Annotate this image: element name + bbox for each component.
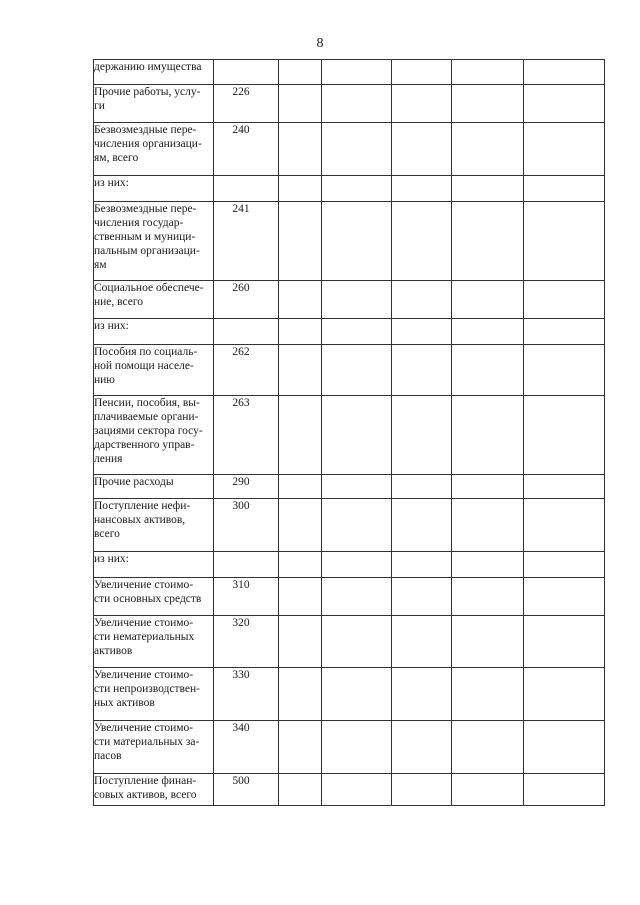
row-label-line: пальным организаци- bbox=[94, 245, 200, 257]
row-label-line: всего bbox=[94, 528, 120, 540]
empty-value-cell bbox=[524, 721, 605, 774]
empty-value-cell bbox=[322, 499, 392, 552]
empty-value-cell bbox=[322, 345, 392, 396]
row-code-cell bbox=[214, 616, 279, 668]
row-label-line: ления bbox=[94, 453, 123, 465]
table-row bbox=[94, 319, 605, 345]
row-label-line: нансовых активов, bbox=[94, 514, 186, 526]
empty-value-cell bbox=[452, 721, 524, 774]
empty-value-cell bbox=[279, 774, 322, 806]
row-label-line: ние, всего bbox=[94, 296, 144, 308]
row-label-line: плачиваемые органи- bbox=[94, 411, 199, 423]
empty-value-cell bbox=[392, 123, 452, 176]
empty-value-cell bbox=[392, 578, 452, 616]
empty-value-cell bbox=[322, 721, 392, 774]
empty-value-cell bbox=[279, 578, 322, 616]
empty-value-cell bbox=[524, 281, 605, 319]
row-code: 240 bbox=[232, 124, 250, 136]
row-code-cell bbox=[214, 774, 279, 806]
row-code-cell bbox=[214, 202, 279, 281]
row-code: 226 bbox=[232, 86, 250, 98]
empty-value-cell bbox=[279, 123, 322, 176]
empty-value-cell bbox=[524, 578, 605, 616]
empty-value-cell bbox=[452, 552, 524, 578]
row-label-cell bbox=[94, 85, 214, 123]
row-label-cell bbox=[94, 475, 214, 499]
page-number: 8 bbox=[316, 36, 324, 51]
empty-value-cell bbox=[524, 85, 605, 123]
empty-value-cell bbox=[392, 60, 452, 85]
empty-value-cell bbox=[452, 668, 524, 721]
empty-value-cell bbox=[524, 616, 605, 668]
empty-value-cell bbox=[322, 578, 392, 616]
table-row bbox=[94, 202, 605, 281]
empty-value-cell bbox=[279, 202, 322, 281]
empty-value-cell bbox=[452, 85, 524, 123]
row-code: 300 bbox=[232, 500, 250, 512]
row-label-cell bbox=[94, 668, 214, 721]
empty-value-cell bbox=[524, 345, 605, 396]
row-label-line: сти непроизводствен- bbox=[94, 683, 200, 695]
empty-value-cell bbox=[524, 176, 605, 202]
row-code-cell bbox=[214, 60, 279, 85]
table-row bbox=[94, 668, 605, 721]
financial-table bbox=[93, 59, 605, 806]
empty-value-cell bbox=[524, 552, 605, 578]
empty-value-cell bbox=[524, 202, 605, 281]
empty-value-cell bbox=[452, 475, 524, 499]
empty-value-cell bbox=[322, 475, 392, 499]
empty-value-cell bbox=[322, 774, 392, 806]
row-label-line: из них: bbox=[94, 320, 129, 332]
empty-value-cell bbox=[322, 668, 392, 721]
empty-value-cell bbox=[392, 552, 452, 578]
row-code: 260 bbox=[232, 282, 250, 294]
empty-value-cell bbox=[392, 85, 452, 123]
row-code-cell bbox=[214, 319, 279, 345]
empty-value-cell bbox=[524, 774, 605, 806]
empty-value-cell bbox=[392, 202, 452, 281]
empty-value-cell bbox=[279, 396, 322, 475]
row-label-line: Пенсии, пособия, вы- bbox=[94, 397, 200, 409]
row-label-cell bbox=[94, 499, 214, 552]
row-label-line: числения организаци- bbox=[94, 138, 202, 150]
empty-value-cell bbox=[279, 499, 322, 552]
empty-value-cell bbox=[322, 396, 392, 475]
table-row bbox=[94, 499, 605, 552]
empty-value-cell bbox=[392, 499, 452, 552]
empty-value-cell bbox=[524, 499, 605, 552]
empty-value-cell bbox=[322, 123, 392, 176]
empty-value-cell bbox=[524, 475, 605, 499]
row-label-line: Безвозмездные пере- bbox=[94, 203, 197, 215]
table-row bbox=[94, 281, 605, 319]
empty-value-cell bbox=[279, 552, 322, 578]
empty-value-cell bbox=[392, 774, 452, 806]
empty-value-cell bbox=[279, 176, 322, 202]
row-label-line: нию bbox=[94, 374, 115, 386]
row-label-cell bbox=[94, 616, 214, 668]
empty-value-cell bbox=[452, 774, 524, 806]
empty-value-cell bbox=[392, 396, 452, 475]
table-row bbox=[94, 123, 605, 176]
empty-value-cell bbox=[392, 176, 452, 202]
row-code: 500 bbox=[232, 775, 250, 787]
row-code-cell bbox=[214, 85, 279, 123]
empty-value-cell bbox=[452, 202, 524, 281]
row-label-cell bbox=[94, 578, 214, 616]
empty-value-cell bbox=[322, 616, 392, 668]
row-code: 310 bbox=[232, 579, 250, 591]
empty-value-cell bbox=[392, 281, 452, 319]
row-label-cell bbox=[94, 60, 214, 85]
row-label-line: ной помощи населе- bbox=[94, 360, 194, 372]
row-label-cell bbox=[94, 319, 214, 345]
empty-value-cell bbox=[322, 60, 392, 85]
row-code-cell bbox=[214, 123, 279, 176]
empty-value-cell bbox=[452, 176, 524, 202]
row-label-line: ственным и муници- bbox=[94, 231, 196, 243]
row-label-line: держанию имущества bbox=[94, 61, 202, 73]
table-row bbox=[94, 475, 605, 499]
table-row bbox=[94, 396, 605, 475]
empty-value-cell bbox=[392, 668, 452, 721]
empty-value-cell bbox=[279, 721, 322, 774]
empty-value-cell bbox=[322, 552, 392, 578]
row-code-cell bbox=[214, 475, 279, 499]
empty-value-cell bbox=[524, 60, 605, 85]
empty-value-cell bbox=[322, 281, 392, 319]
row-label-line: Пособия по социаль- bbox=[94, 346, 198, 358]
table-row bbox=[94, 85, 605, 123]
table-row bbox=[94, 176, 605, 202]
empty-value-cell bbox=[279, 85, 322, 123]
row-label-line: Прочие расходы bbox=[94, 476, 174, 488]
empty-value-cell bbox=[322, 85, 392, 123]
row-label-line: ги bbox=[94, 100, 105, 112]
empty-value-cell bbox=[524, 319, 605, 345]
row-label-line: сти нематериальных bbox=[94, 631, 195, 643]
empty-value-cell bbox=[279, 319, 322, 345]
row-code-cell bbox=[214, 721, 279, 774]
row-code-cell bbox=[214, 176, 279, 202]
row-label-line: Прочие работы, услу- bbox=[94, 86, 201, 98]
row-label-line: из них: bbox=[94, 553, 129, 565]
row-code-cell bbox=[214, 499, 279, 552]
row-label-line: Увеличение стоимо- bbox=[94, 617, 194, 629]
empty-value-cell bbox=[392, 345, 452, 396]
table-row bbox=[94, 616, 605, 668]
row-label-cell bbox=[94, 202, 214, 281]
empty-value-cell bbox=[392, 319, 452, 345]
empty-value-cell bbox=[279, 616, 322, 668]
empty-value-cell bbox=[279, 60, 322, 85]
table-row bbox=[94, 345, 605, 396]
table-row bbox=[94, 578, 605, 616]
row-label-cell bbox=[94, 123, 214, 176]
row-label-line: ям bbox=[94, 259, 107, 271]
row-label-line: Увеличение стоимо- bbox=[94, 579, 194, 591]
row-label-line: из них: bbox=[94, 177, 129, 189]
row-label-line: ям, всего bbox=[94, 152, 139, 164]
row-code: 241 bbox=[232, 203, 250, 215]
empty-value-cell bbox=[322, 202, 392, 281]
empty-value-cell bbox=[452, 319, 524, 345]
empty-value-cell bbox=[279, 475, 322, 499]
row-label-line: Увеличение стоимо- bbox=[94, 669, 194, 681]
empty-value-cell bbox=[279, 281, 322, 319]
row-label-line: сти основных средств bbox=[94, 593, 202, 605]
empty-value-cell bbox=[452, 281, 524, 319]
row-label-line: Увеличение стоимо- bbox=[94, 722, 194, 734]
row-code-cell bbox=[214, 345, 279, 396]
empty-value-cell bbox=[524, 123, 605, 176]
row-code: 340 bbox=[232, 722, 250, 734]
row-label-line: совых активов, всего bbox=[94, 789, 197, 801]
row-label-cell bbox=[94, 396, 214, 475]
empty-value-cell bbox=[524, 668, 605, 721]
empty-value-cell bbox=[392, 721, 452, 774]
row-code-cell bbox=[214, 578, 279, 616]
row-code-cell bbox=[214, 668, 279, 721]
row-code: 290 bbox=[232, 476, 250, 488]
empty-value-cell bbox=[452, 123, 524, 176]
row-code: 263 bbox=[232, 397, 250, 409]
row-code-cell bbox=[214, 396, 279, 475]
row-code: 320 bbox=[232, 617, 250, 629]
row-code-cell bbox=[214, 281, 279, 319]
table-row bbox=[94, 60, 605, 85]
row-label-cell bbox=[94, 281, 214, 319]
row-label-cell bbox=[94, 774, 214, 806]
table-row bbox=[94, 721, 605, 774]
empty-value-cell bbox=[524, 396, 605, 475]
row-code: 330 bbox=[232, 669, 250, 681]
empty-value-cell bbox=[452, 499, 524, 552]
row-label-line: Безвозмездные пере- bbox=[94, 124, 197, 136]
row-label-line: числения государ- bbox=[94, 217, 184, 229]
empty-value-cell bbox=[452, 578, 524, 616]
empty-value-cell bbox=[392, 616, 452, 668]
row-label-line: ных активов bbox=[94, 697, 155, 709]
empty-value-cell bbox=[452, 396, 524, 475]
empty-value-cell bbox=[452, 60, 524, 85]
row-label-line: Социальное обеспече- bbox=[94, 282, 204, 294]
row-label-cell bbox=[94, 345, 214, 396]
row-label-line: пасов bbox=[94, 750, 122, 762]
row-label-line: Поступление нефи- bbox=[94, 500, 191, 512]
row-label-cell bbox=[94, 176, 214, 202]
row-code: 262 bbox=[232, 346, 250, 358]
empty-value-cell bbox=[452, 616, 524, 668]
row-label-line: зациями сектора госу- bbox=[94, 425, 203, 437]
row-code-cell bbox=[214, 552, 279, 578]
empty-value-cell bbox=[322, 319, 392, 345]
row-label-line: дарственного управ- bbox=[94, 439, 195, 451]
row-label-line: сти материальных за- bbox=[94, 736, 200, 748]
empty-value-cell bbox=[392, 475, 452, 499]
row-label-cell bbox=[94, 552, 214, 578]
table-row bbox=[94, 774, 605, 806]
empty-value-cell bbox=[279, 668, 322, 721]
table-row bbox=[94, 552, 605, 578]
empty-value-cell bbox=[452, 345, 524, 396]
row-label-line: активов bbox=[94, 645, 133, 657]
empty-value-cell bbox=[279, 345, 322, 396]
row-label-cell bbox=[94, 721, 214, 774]
row-label-line: Поступление финан- bbox=[94, 775, 197, 787]
empty-value-cell bbox=[322, 176, 392, 202]
